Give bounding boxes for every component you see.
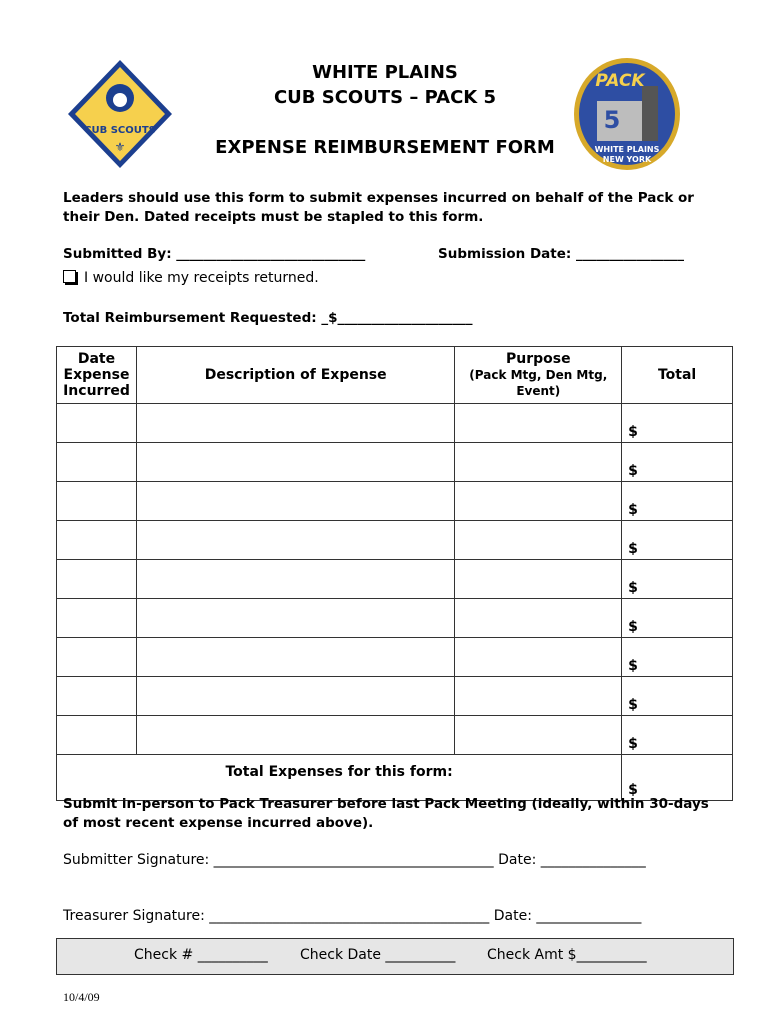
table-row [57,482,733,521]
intro-line-2: their Den. Dated receipts must be stapled to this form. [63,209,484,225]
purpose-cell[interactable] [455,599,622,638]
description-cell[interactable] [136,404,454,443]
receipts-returned-label: I would like my receipts returned. [84,270,319,286]
description-cell[interactable] [136,638,454,677]
purpose-cell[interactable] [455,638,622,677]
description-cell[interactable] [136,716,454,755]
table-row [57,521,733,560]
description-cell[interactable] [136,677,454,716]
svg-text:PACK: PACK [595,71,645,91]
treasurer-check-box [56,938,734,975]
date-cell[interactable] [57,677,137,716]
table-row [57,560,733,599]
instructions-line-1: Submit in-person to Pack Treasurer before last Pack Meeting (ideally, within 30-days [63,796,709,812]
intro-line-1: Leaders should use this form to submit expenses incurred on behalf of the Pack or [63,190,694,206]
date-cell[interactable] [57,404,137,443]
total-cell[interactable]: $ [622,443,733,482]
check-amount-field[interactable]: Check Amt $__________ [487,947,647,963]
table-row [57,677,733,716]
org-name: WHITE PLAINS [312,62,458,83]
header-purpose: Purpose (Pack Mtg, Den Mtg, Event) [455,347,622,404]
submitter-signature-field[interactable]: Submitter Signature: ________________________________________ Date: _______________ [63,852,646,868]
total-requested-field[interactable]: Total Reimbursement Requested: _$____________________ [63,310,473,326]
table-header-row [57,347,733,404]
date-cell[interactable] [57,560,137,599]
purpose-cell[interactable] [455,560,622,599]
header-total: Total [622,347,733,404]
svg-text:NEW YORK: NEW YORK [602,155,652,164]
instructions-line-2: of most recent expense incurred above). [63,815,374,831]
check-number-field[interactable]: Check # __________ [134,947,268,963]
total-cell[interactable]: $ [622,482,733,521]
treasurer-signature-field[interactable]: Treasurer Signature: ________________________________________ Date: _______________ [63,908,642,924]
total-cell[interactable]: $ [622,677,733,716]
checkbox-icon[interactable] [63,270,76,283]
svg-text:⚜: ⚜ [114,140,126,154]
total-cell[interactable]: $ [622,599,733,638]
submission-date-field[interactable]: Submission Date: ________________ [438,246,684,262]
purpose-cell[interactable] [455,443,622,482]
date-cell[interactable] [57,443,137,482]
total-cell[interactable]: $ [622,638,733,677]
date-cell[interactable] [57,521,137,560]
receipts-returned-checkbox[interactable] [63,270,319,286]
total-expenses-label: Total Expenses for this form: [57,755,622,801]
expense-table [56,346,733,801]
description-cell[interactable] [136,560,454,599]
table-row [57,404,733,443]
purpose-cell[interactable] [455,404,622,443]
svg-text:CUB SCOUTS: CUB SCOUTS [84,125,156,136]
table-row [57,599,733,638]
table-row [57,638,733,677]
total-expenses-value[interactable]: $ [622,755,733,801]
total-cell[interactable]: $ [622,560,733,599]
table-row [57,716,733,755]
form-title: EXPENSE REIMBURSEMENT FORM [215,137,555,158]
submitted-by-field[interactable]: Submitted By: ____________________________ [63,246,366,262]
total-row [57,755,733,801]
purpose-cell[interactable] [455,677,622,716]
date-cell[interactable] [57,716,137,755]
cub-scouts-logo [66,58,174,170]
total-cell[interactable]: $ [622,716,733,755]
check-date-field[interactable]: Check Date __________ [300,947,456,963]
purpose-cell[interactable] [455,716,622,755]
svg-text:5: 5 [603,106,621,134]
footer-date: 10/4/09 [63,990,100,1004]
description-cell[interactable] [136,521,454,560]
description-cell[interactable] [136,599,454,638]
date-cell[interactable] [57,482,137,521]
total-cell[interactable]: $ [622,404,733,443]
total-cell[interactable]: $ [622,521,733,560]
description-cell[interactable] [136,482,454,521]
header-date: Date Expense Incurred [57,347,137,404]
description-cell[interactable] [136,443,454,482]
table-row [57,443,733,482]
pack-name: CUB SCOUTS – PACK 5 [273,87,497,108]
svg-text:WHITE PLAINS: WHITE PLAINS [594,145,660,154]
purpose-cell[interactable] [455,482,622,521]
purpose-cell[interactable] [455,521,622,560]
pack-5-patch-logo [572,56,682,172]
date-cell[interactable] [57,599,137,638]
date-cell[interactable] [57,638,137,677]
header-description: Description of Expense [136,347,454,404]
